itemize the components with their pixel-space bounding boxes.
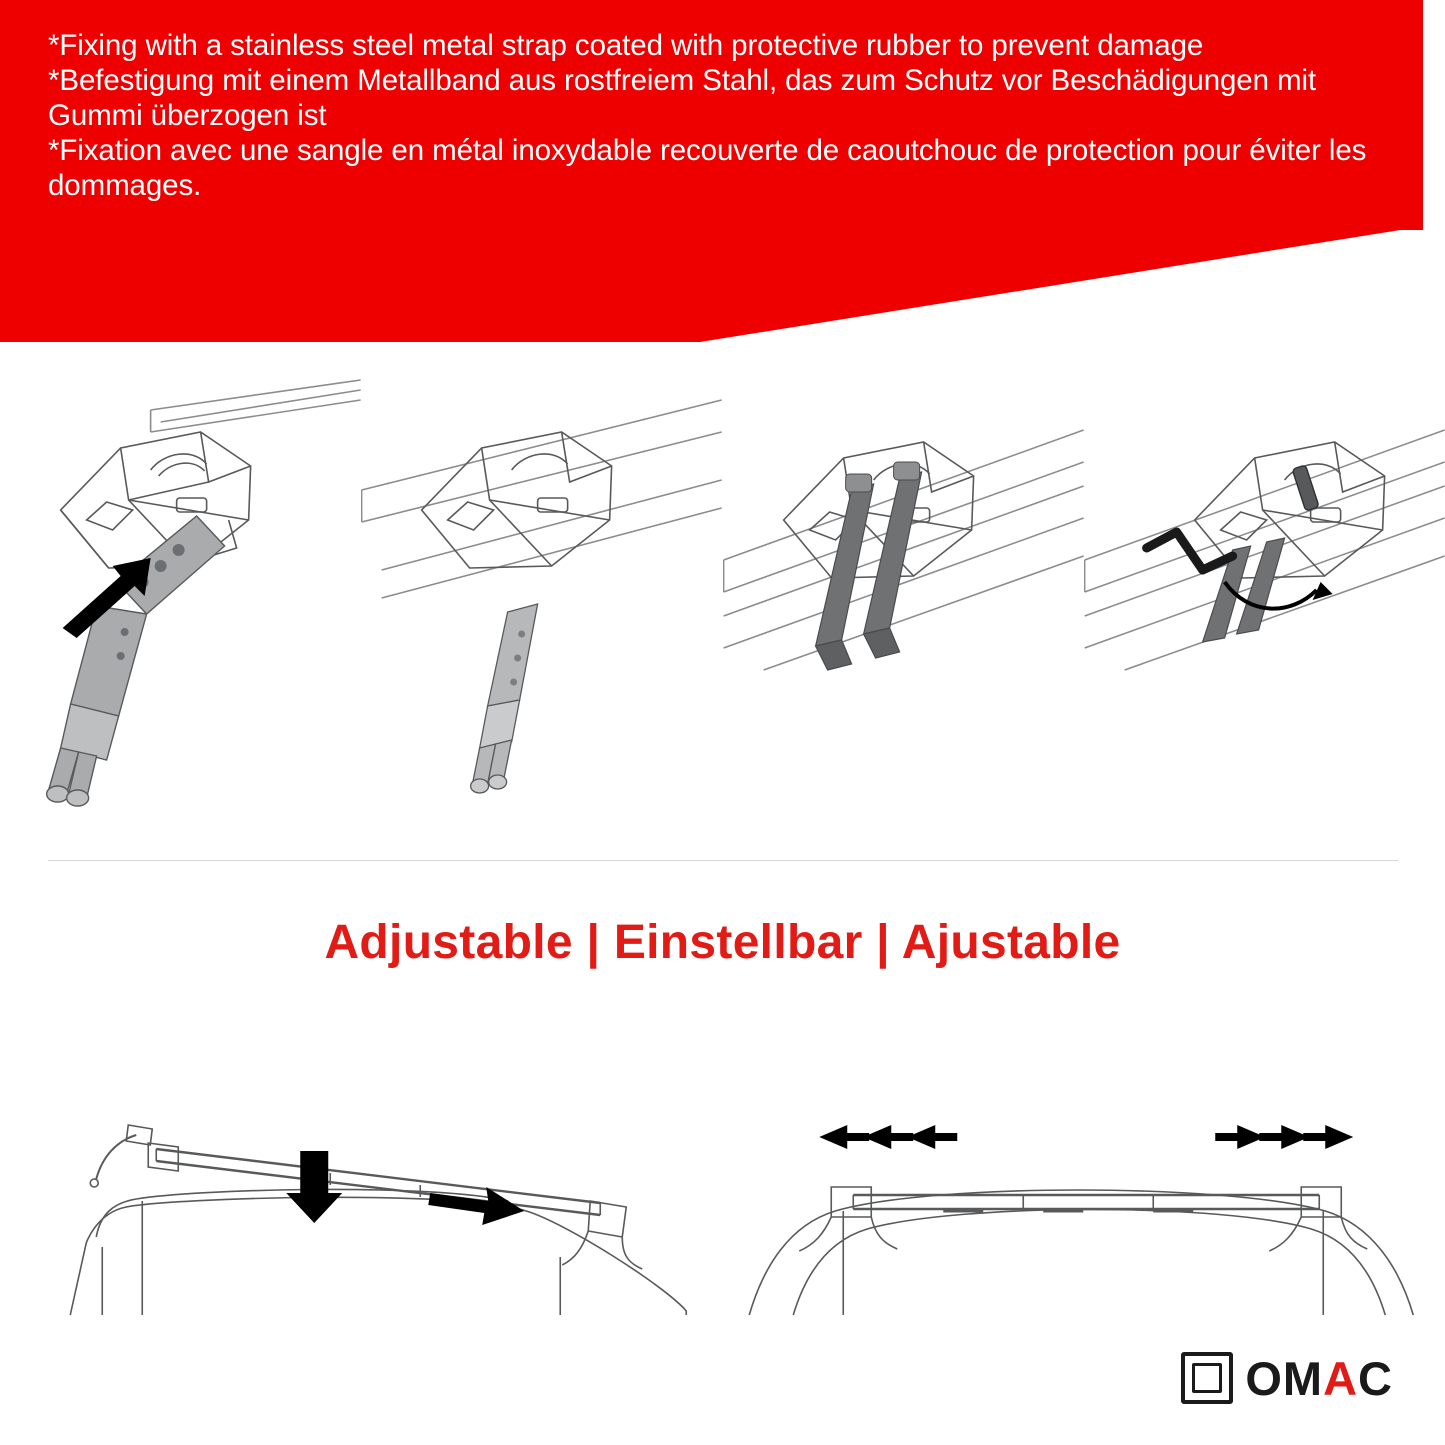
- logo-text-tail: C: [1358, 1351, 1393, 1405]
- info-banner-tail: [0, 230, 700, 342]
- banner-line-fr: *Fixation avec une sangle en métal inoxydable recouverte de caoutchouc de protection pour éviter les dommages.: [48, 134, 1367, 202]
- left-arrow-icon-2: [863, 1125, 913, 1149]
- step-3-illustration: [723, 370, 1084, 810]
- adjustable-heading: Adjustable | Einstellbar | Ajustable: [324, 916, 1121, 969]
- step-4-illustration: [1084, 370, 1445, 810]
- right-arrow-icon-2: [1259, 1125, 1309, 1149]
- step-2-illustration: [361, 370, 722, 810]
- installation-steps: [0, 370, 1445, 810]
- step-2-strap-positioned: [361, 370, 722, 810]
- section-divider: [48, 860, 1398, 861]
- omac-logo: [1181, 1349, 1393, 1407]
- logo-badge-icon: [1181, 1352, 1233, 1404]
- logo-text-main: OM: [1245, 1351, 1324, 1405]
- step-1-strap-insert: [0, 370, 361, 810]
- adjust-width-both-sides: [723, 1025, 1445, 1325]
- adjust-height-illustration: [0, 1025, 723, 1325]
- left-arrow-icon-3: [907, 1125, 957, 1149]
- logo-text: [1245, 1351, 1393, 1405]
- right-arrow-icon-1: [1303, 1125, 1353, 1149]
- left-arrow-icon-1: [819, 1125, 869, 1149]
- adjustability-diagrams: [0, 1025, 1445, 1325]
- adjust-height-and-slide: [0, 1025, 723, 1325]
- logo-text-accent: A: [1323, 1351, 1359, 1405]
- banner-line-de: *Befestigung mit einem Metallband aus rostfreiem Stahl, das zum Schutz vor Beschädigungen mit Gummi überzogen ist: [48, 64, 1317, 132]
- adjust-width-illustration: [723, 1025, 1445, 1325]
- step-3-strap-wrapped: [723, 370, 1084, 810]
- down-arrow-icon: [286, 1151, 342, 1223]
- right-arrow-icon-3: [1215, 1125, 1265, 1149]
- step-1-illustration: [0, 370, 361, 810]
- banner-line-en: *Fixing with a stainless steel metal strap coated with protective rubber to prevent damage: [48, 29, 1204, 62]
- step-4-tighten-with-key: [1084, 370, 1445, 810]
- banner-text-block: [48, 28, 1418, 203]
